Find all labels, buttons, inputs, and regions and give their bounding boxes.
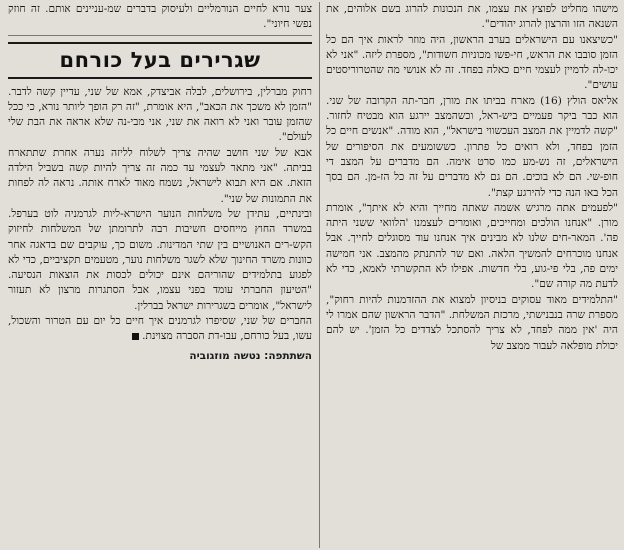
paragraph: ובינתיים, עתידן של משלחות הנוער הישרא-ליות לגרמניה לוט בערפל. במשרד החוץ מייחסים חשיבות רבה לתרומתן של המשלחות לחיזוק הקש-רים האנושיים בין שתי המדינות. משום כך, עוקבים שם בדאגה אחר כוונות משרד החינוך שלא לשגר משלחות נוער, מטעמים תקציביים, כדי לא לפגוע בתלמידים שהוריהם אינם יכולים לכסות את הוצאות הנסיעה. "הטיעון החברתי עומד בפני עצמו, אבל הסתגרות מרצון לא תעזור לישראל", אומרים בשגרירות ישראל בברלין. — [8, 207, 312, 312]
article-column-left — [8, 2, 312, 548]
section-headline-box — [8, 42, 312, 79]
author-credit: השתתפה: נטשה מוזגוביה — [189, 349, 312, 362]
paragraph: רחוק מברלין, בירושלים, לבלה אביצדק, אמא של שני, עדיין קשה לדבר. "הזמן לא משכך את הכאב", היא אומרת, "זה רק הופך ליותר נורא, כי ככל שהזמן עובר ואני לא רואה את שני, אני מבי-נה שלא אראה את הבת שלי לעולם". — [8, 85, 312, 144]
paragraph: "לפעמים אתה מרגיש אשמה שאתה מחייך והיא לא איתך", אומרת מורן. "אנחנו הולכים ומחייכים, ואומרים לעצמנו 'הלוואי ששני היתה פה'. המאר-חים שלנו לא מבינים איך אנחנו עוד מסוגלים לחייך. אבל אנחנו מוכרחים להמשיך הלאה. ואם שר להתנתק מהמצב. אני חמישה ימים פה, בלי פי-גוע, בלי חדשות. אפילו לא התקשרתי לאמא, כדי לא לדעת מה קורה שם". — [326, 201, 618, 291]
paragraph: "התלמידים מאוד עסוקים בניסיון למצוא את ההזדמנות להיות רחוק", מספרת שרה בנבנישתי, מרכזת המשלחת. "הדבר הראשון שהם אמרו לי היה 'אין ממה לפחד, לא צריך להסתכל לצדדים כל הזמן'. יש להם יכולת מופלאה לעבור ממצב של — [326, 293, 618, 352]
column-divider — [319, 2, 320, 548]
paragraph: צער נורא לחיים הנורמליים ולעיסוק בדברים שמ-עניינים אותם. זה חוזק נפשי חיוני". — [8, 2, 312, 36]
paragraph: אבא של שני חושב שהיה צריך לשלוח לליזה נערה אחרת שתתארח בביתה. "אני מתאר לעצמי עד כמה זה צריך להיות קשה בשביל הילדה הזאת. אם היא תבוא לישראל, נשמח מאוד לארח אותה. נראה לה לפחות את התמונות של שני". — [8, 146, 312, 205]
section-headline: שגרירים בעל כורחם — [59, 47, 261, 72]
paragraph: אליאס הולץ (16) מארח בביתו את מורן, חבר-תה הקרובה של שני. הוא כבר ביקר פעמיים ביש-ראל, וכשהמצב יירגע הוא מבטיח לחזור. "קשה לדמיין את המצב העכשווי בישראל", הוא מודה. "אנשים חיים כל הזמן בפחד, ולא רואים כל פתרון. כששומעים את הסיפורים של הישראלים, זה נש-מע כמו סרט אימה. הם מדברים על המצב די חופ-שי. הם לא בוכים. הם גם לא מדברים על זה כל הז-מן. הם בסך הכל באו הנה כדי להירגע קצת". — [326, 94, 618, 199]
paragraph: "כשיצאנו עם הישראלים בערב הראשון, היה מוזר לראות איך הם כל הזמן סובבו את הראש, חי-פשו מכוניות חשודות", מספרת ליזה. "אני לא יכו-לה לדמיין לעצמי חיים כאלה בפחד. זה לא אנושי מה שהטרוריסטים עושים". — [326, 33, 618, 92]
paragraph-last — [8, 314, 312, 345]
end-of-article-mark — [132, 333, 139, 340]
article-column-right — [326, 2, 618, 548]
paragraph-text: החברים של שני, שסיפרו לגרמנים איך חיים כל יום עם הטרור והשכול, עשו, בעל כורחם, עבו-דת הסברה מצוינת. — [8, 315, 312, 343]
paragraph: מישהו מחליט לפוצץ את עצמו, את הנכונות להרוג בשם אלוהים, את השנאה הזו והרצון להרוג יהודים". — [326, 3, 618, 31]
